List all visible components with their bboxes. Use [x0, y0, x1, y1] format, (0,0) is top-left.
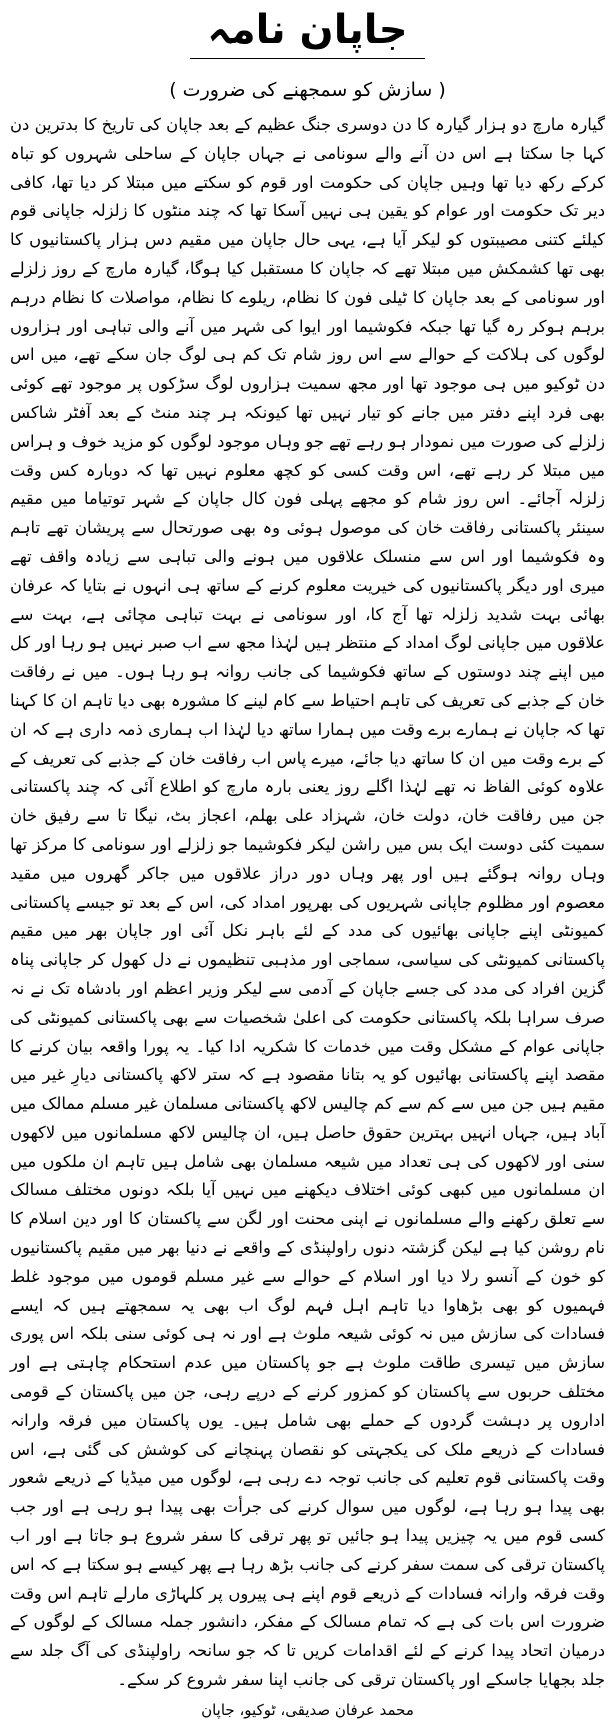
column-title: جاپان نامہ [207, 7, 408, 53]
title-underline [190, 58, 425, 59]
article-body: گیارہ مارچ دو ہزار گیارہ کا دن دوسری جنگ عظیم کے بعد جاپان کی تاریخ کا بدترین دن کہا جا سکتا ہے اس دن آنے والے سونامی نے جہاں جاپان کے ساحلی شہروں کو تباہ کرکے رکھ دیا تھا وہیں جاپان کی حکومت اور قوم کو سکتے میں مبتلا کر دیا تھا، کافی دیر تک حکومت اور عوام کو یقین ہی نہیں آسکا تھا کہ چند منٹوں کا زلزلہ جاپانی قوم کیلئے کتنی مصیبتوں کو لیکر آیا ہے، یہی حال جاپان میں مقیم دس ہزار پاکستانیوں کا بھی تھا کشمکش میں مبتلا تھے کہ جاپان کا مستقبل کیا ہوگا، گیارہ مارچ کے روز زلزلے اور سونامی کے بعد جاپان کا ٹیلی فون کا نظام، ریلوے کا نظام، مواصلات کا نظام درہم برہم ہوکر رہ گیا تھا جبکہ فکوشیما اور ایوا کی شہر میں آنے والی تباہی اور ہزاروں لوگوں کی ہلاکت کے حوالے سے اس روز شام تک کم ہی لوگ جان سکے تھے، میں اس دن ٹوکیو میں ہی موجود تھا اور مجھ سمیت ہزاروں لوگ سڑکوں پر موجود تھے کوئی بھی فرد اپنے دفتر میں جانے کو تیار نہیں تھا کیونکہ ہر چند منٹ کے بعد آفٹر شاکس زلزلے کی صورت میں نمودار ہو رہے تھے جو وہاں موجود لوگوں کو مزید خوف و ہراس میں مبتلا کر رہے تھے، اس وقت کسی کو کچھ معلوم نہیں تھا کہ دوبارہ کس وقت زلزلہ آجائے۔ اس روز شام کو مجھے پہلی فون کال جاپان کے شہر توتیاما میں مقیم سینئر پاکستانی رفاقت خان کی موصول ہوئی وہ بھی صورتحال سے پریشان تھے تاہم وہ فکوشیما اور اس سے منسلک علاقوں میں ہونے والی تباہی سے زیادہ واقف تھے میری اور دیگر پاکستانیوں کی خیریت معلوم کرنے کے ساتھ ہی انہوں نے بتایا کہ عرفان بھائی بہت شدید زلزلہ تھا آج کا، اور سونامی نے بہت تباہی مچائی ہے، بہت سے علاقوں میں جاپانی لوگ امداد کے منتظر ہیں لہٰذا مجھ سے اب صبر نہیں ہو رہا اور کل میں اپنے چند دوستوں کے ساتھ فکوشیما کی جانب روانہ ہو رہا ہوں۔ میں نے رفاقت خان کے جذبے کی تعریف کی تاہم احتیاط سے کام لینے کا مشورہ بھی دیا تاہم ان کا کہنا تھا کہ جاپان نے ہمارے برے وقت میں ہمارا ساتھ دیا لہٰذا اب ہماری ذمہ داری ہے کہ ان کے برے وقت میں ان کا ساتھ دیا جائے، میرے پاس اب رفاقت خان کے جذبے کی تعریف کے علاوہ کوئی الفاظ نہ تھے لہٰذا اگلے روز یعنی بارہ مارچ کو اطلاع آئی کہ چند پاکستانی جن میں رفاقت خان، دولت خان، شہزاد علی بھلم، اعجاز بٹ، نیگا تا سے رفیق خان سمیت کئی دوست ایک بس میں راشن لیکر فکوشیما جو زلزلے اور سونامی کا مرکز تھا وہاں روانہ ہوگئے ہیں اور پھر وہاں دور دراز علاقوں میں جاکر گھروں میں مقید معصوم اور مظلوم جاپانی شہریوں کی بھرپور امداد کی، اس کے بعد تو جیسے پاکستانی کمیونٹی اپنے جاپانی بھائیوں کی مدد کے لئے باہر نکل آئی اور جاپان بھر میں مقیم پاکستانی کمیونٹی کی سیاسی، سماجی اور مذہبی تنظیموں نے دل کھول کر جاپانی پناہ گزین افراد کی مدد کی جسے جاپان کے آدمی سے لیکر وزیر اعظم اور بادشاہ تک نے نہ صرف سراہا بلکہ پاکستانی حکومت کی اعلیٰ شخصیات سے بھی پاکستانی کمیونٹی کی جاپانی عوام کے مشکل وقت میں خدمات کا شکریہ ادا کیا۔ یہ پورا واقعہ بیان کرنے کا مقصد اپنے پاکستانی بھائیوں کو یہ بتانا مقصود ہے کہ ستر لاکھ پاکستانی دیارِ غیر میں مقیم ہیں جن میں سے کم سے کم چالیس لاکھ پاکستانی مسلمان غیر مسلم ممالک میں آباد ہیں، جہاں انہیں بہترین حقوق حاصل ہیں، ان چالیس لاکھ مسلمانوں میں لاکھوں سنی اور لاکھوں کی ہی تعداد میں شیعہ مسلمان بھی شامل ہیں تاہم ان ملکوں میں ان مسلمانوں میں کبھی کوئی اختلاف دیکھنے میں نہیں آیا بلکہ دونوں مختلف مسالک سے تعلق رکھنے والے مسلمانوں نے اپنی محنت اور لگن سے پاکستان کا اور دین اسلام کا نام روشن کیا ہے لیکن گزشتہ دنوں راولپنڈی کے واقعے نے دنیا بھر میں مقیم پاکستانیوں کو خون کے آنسو رلا دیا اور اسلام کے حوالے سے غیر مسلم قوموں میں موجود غلط فہمیوں کو بھی بڑھاوا دیا تاہم اہل فہم لوگ اب بھی یہ سمجھتے ہیں کہ ایسے فسادات کی سازش میں نہ کوئی شیعہ ملوث ہے اور نہ ہی کوئی سنی بلکہ اس پوری سازش میں تیسری طاقت ملوث ہے جو پاکستان میں عدم استحکام چاہتی ہے اور مختلف حربوں سے پاکستان کو کمزور کرنے کے درپے رہی، جن میں پاکستان کے قومی اداروں پر دہشت گردوں کے حملے بھی شامل ہیں۔ یوں پاکستان میں فرقہ وارانہ فسادات کے ذریعے ملک کی یکجہتی کو نقصان پہنچانے کی کوشش کی گئی ہے، اس وقت پاکستانی قوم تعلیم کی جانب توجہ دے رہی ہے، لوگوں میں میڈیا کے ذریعے شعور بھی پیدا ہو رہا ہے، لوگوں میں سوال کرنے کی جرأت بھی پیدا ہو رہی ہے اور جب کسی قوم میں یہ چیزیں پیدا ہو جائیں تو پھر ترقی کا سفر شروع ہو جاتا ہے اور اب پاکستان ترقی کی سمت سفر کرنے کی جانب بڑھ رہا ہے پھر کیسے ہو سکتا ہے کہ اس وقت فرقہ وارانہ فسادات کے ذریعے قوم اپنے ہی پیروں پر کلہاڑی مارلے تاہم اس وقت ضرورت اس بات کی ہے کہ تمام مسالک کے مفکر، دانشور جملہ مسالک کے لوگوں کے درمیان اتحاد پیدا کرنے کے لئے اقدامات کریں تا کہ جو سانحہ راولپنڈی کی آگ جلد سے جلد بجھایا جاسکے اور پاکستان ترقی کی جانب اپنا سفر شروع کر سکے۔ [10, 115, 605, 1690]
article-subtitle: ( سازش کو سمجھنے کی ضرورت ) [169, 79, 446, 101]
author-byline: محمد عرفان صدیقی، ٹوکیو، جاپان [201, 1700, 414, 1719]
column-masthead [10, 0, 605, 59]
